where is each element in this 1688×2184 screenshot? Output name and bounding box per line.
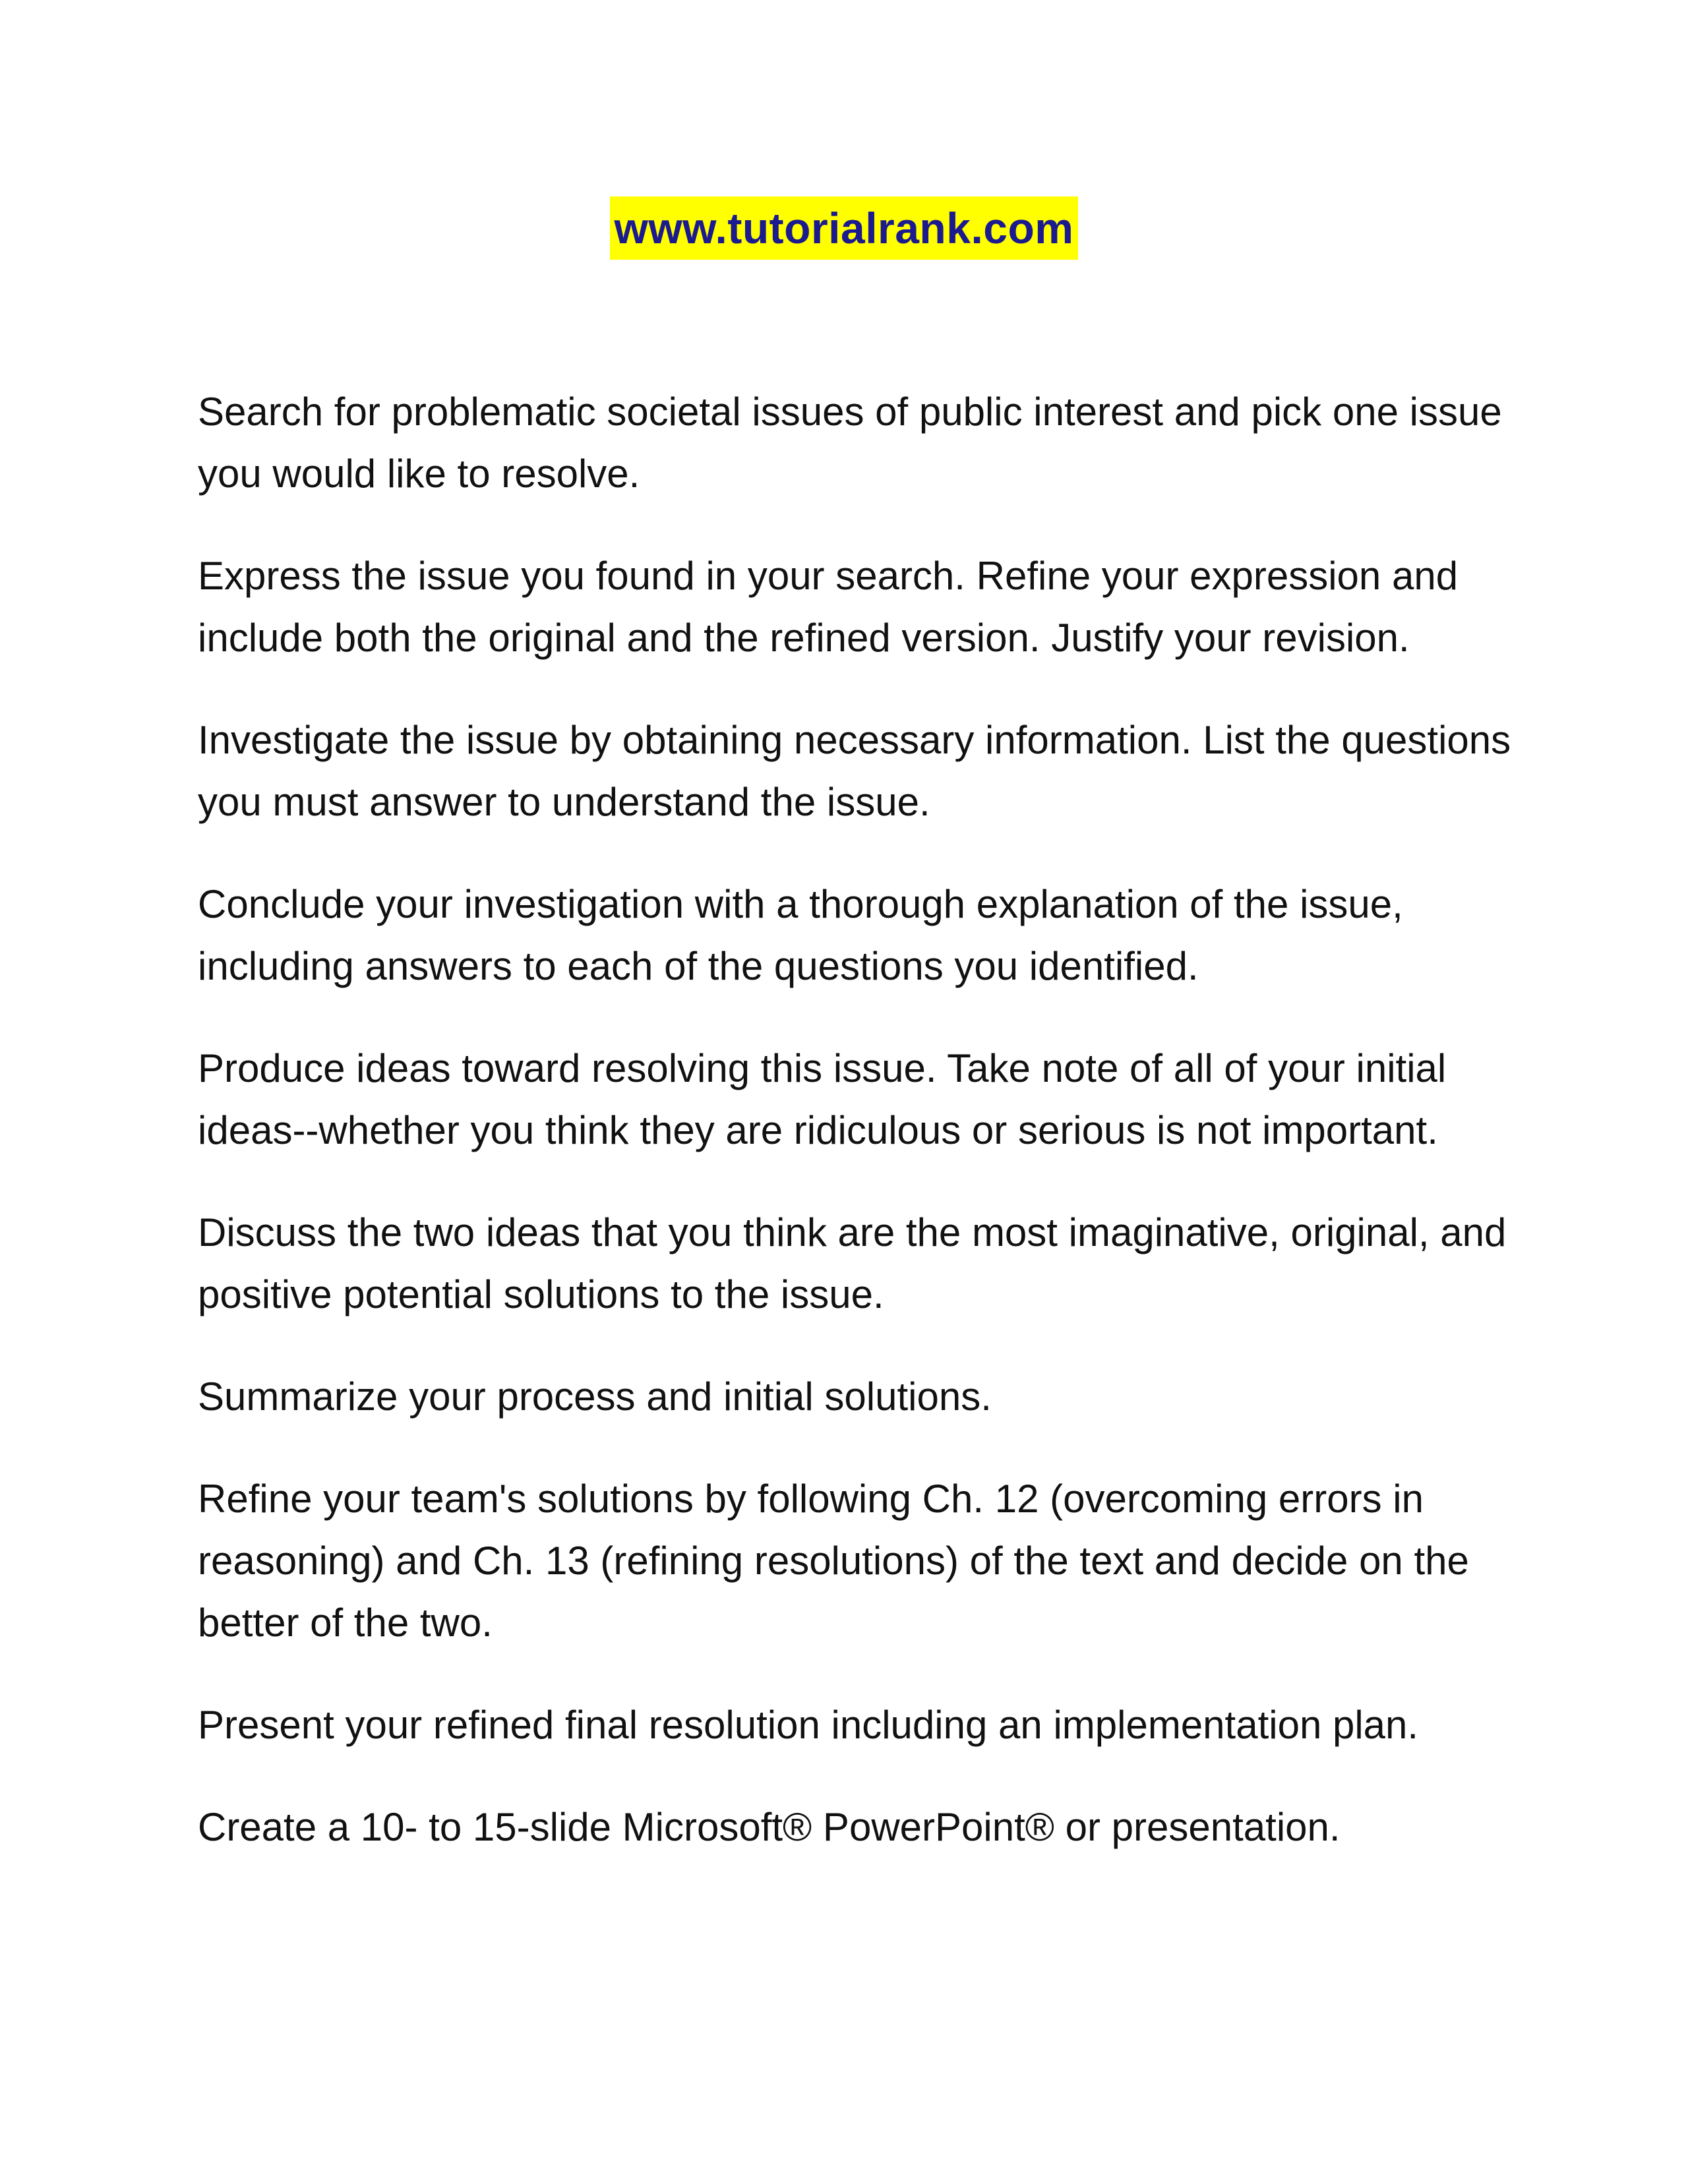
document-body — [198, 381, 1517, 1899]
paragraph-present-resolution: Present your refined final resolution including an implementation plan. — [198, 1703, 1419, 1747]
paragraph-refine-solutions: Refine your team's solutions by following Ch. 12 (overcoming errors in reasoning) and Ch. 13 (refining resolutions) of the text and decide on the better of the two. — [198, 1477, 1469, 1645]
paragraph-express-issue: Express the issue you found in your search. Refine your expression and include both the original and the refined version. Justify your revision. — [198, 554, 1459, 660]
paragraph-create-presentation: Create a 10- to 15-slide Microsoft® PowerPoint® or presentation. — [198, 1805, 1341, 1849]
paragraph-produce-ideas: Produce ideas toward resolving this issue. Take note of all of your initial ideas--whether you think they are ridiculous or serious is not important. — [198, 1046, 1447, 1152]
website-link[interactable]: www.tutorialrank.com — [610, 196, 1077, 260]
paragraph-discuss-ideas: Discuss the two ideas that you think are the most imaginative, original, and positive potential solutions to the issue. — [198, 1210, 1507, 1316]
paragraph-investigate-issue: Investigate the issue by obtaining necessary information. List the questions you must answer to understand the issue. — [198, 718, 1511, 824]
paragraph-conclude-investigation: Conclude your investigation with a thorough explanation of the issue, including answers to each of the questions you identified. — [198, 882, 1403, 988]
paragraph-search-issue: Search for problematic societal issues of public interest and pick one issue you would like to resolve. — [198, 390, 1502, 496]
paragraph-summarize-process: Summarize your process and initial solutions. — [198, 1374, 992, 1419]
header — [0, 196, 1688, 260]
